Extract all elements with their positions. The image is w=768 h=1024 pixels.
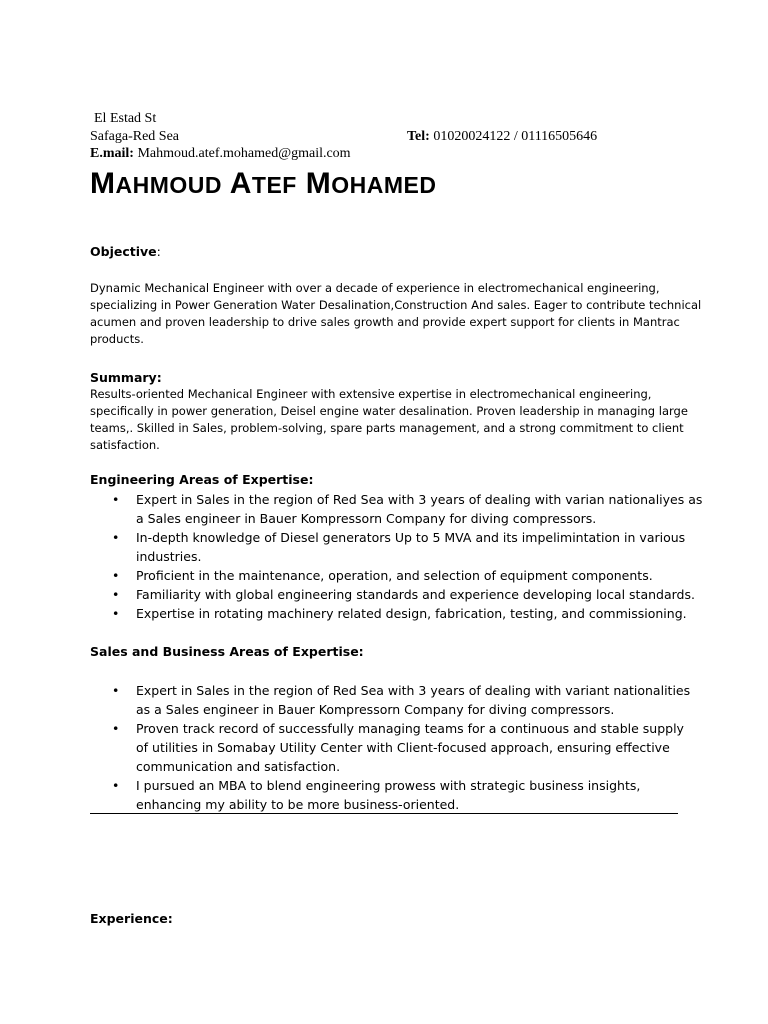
address-line-2: Safaga-Red Sea [90, 129, 180, 144]
objective-heading: Objective: [90, 244, 161, 259]
tel-value: 01020024122 / 01116505646 [433, 129, 598, 144]
list-item-text: Expert in Sales in the region of Red Sea with 3 years of dealing with varian nationaliyes as [136, 492, 703, 507]
list-item-text: I pursued an MBA to blend engineering prowess with strategic business insights, [136, 778, 641, 793]
bullet-icon: • [112, 683, 120, 698]
bullet-icon: • [112, 587, 120, 602]
bullet-icon: • [112, 778, 120, 793]
sales-expertise-list [90, 681, 690, 814]
summary-heading: Summary: [90, 370, 162, 385]
bullet-icon: • [112, 721, 120, 736]
email-label: E.mail: [90, 146, 134, 161]
bullet-icon: • [112, 568, 120, 583]
tel-label: Tel: [407, 129, 430, 144]
summary-text: Results-oriented Mechanical Engineer with extensive expertise in electromechanical engineering, specifically in power generation, Deisel engine water desalination. Proven leadership in managing large teams,. Skilled in Sales, problem-solving, spare parts management, and a strong commitment to client satisfaction. [90, 387, 688, 452]
list-item-text: of utilities in Somabay Utility Center with Client-focused approach, ensuring effective [136, 740, 670, 755]
email-line [90, 145, 351, 163]
list-item [90, 776, 690, 814]
bullet-icon: • [112, 606, 120, 621]
list-item-text: enhancing my ability to be more business-oriented. [136, 797, 460, 812]
phone-line [407, 128, 597, 146]
list-item-text: as a Sales engineer in Bauer Kompressorn Company for diving compressors. [136, 702, 615, 717]
list-item [90, 604, 690, 623]
list-item-text: Proven track record of successfully managing teams for a continuous and stable supply [136, 721, 684, 736]
objective-text: Dynamic Mechanical Engineer with over a decade of experience in electromechanical engineering, specializing in Power Generation Water Desalination,Construction And sales. Eager to contribute technical acumen and proven leadership to drive sales growth and provide expert support for clients in Mantrac products. [90, 281, 702, 346]
section-divider [90, 813, 678, 814]
experience-heading: Experience: [90, 911, 173, 926]
list-item-text: In-depth knowledge of Diesel generators Up to 5 MVA and its impelimintation in various [136, 530, 686, 545]
list-item [90, 566, 690, 585]
list-item-text: a Sales engineer in Bauer Kompressorn Company for diving compressors. [136, 511, 597, 526]
list-item [90, 490, 703, 528]
list-item-text: Expertise in rotating machinery related design, fabrication, testing, and commissioning. [136, 606, 687, 621]
bullet-icon: • [112, 530, 120, 545]
sales-expertise-heading: Sales and Business Areas of Expertise: [90, 644, 364, 659]
candidate-name: MAHMOUD ATEF MOHAMED [90, 167, 437, 200]
email-value: Mahmoud.atef.mohamed@gmail.com [137, 146, 351, 161]
list-item [90, 585, 695, 604]
list-item-text: industries. [136, 549, 202, 564]
list-item [90, 681, 690, 719]
engineering-expertise-heading: Engineering Areas of Expertise: [90, 472, 314, 487]
address-line-1: El Estad St [94, 111, 157, 126]
list-item-text: Proficient in the maintenance, operation, and selection of equipment components. [136, 568, 653, 583]
list-item [90, 719, 690, 776]
engineering-expertise-list [90, 490, 703, 623]
list-item-text: Familiarity with global engineering standards and experience developing local standards. [136, 587, 695, 602]
list-item [90, 528, 690, 566]
list-item-text: Expert in Sales in the region of Red Sea with 3 years of dealing with variant nationalities [136, 683, 691, 698]
bullet-icon: • [112, 492, 120, 507]
list-item-text: communication and satisfaction. [136, 759, 341, 774]
